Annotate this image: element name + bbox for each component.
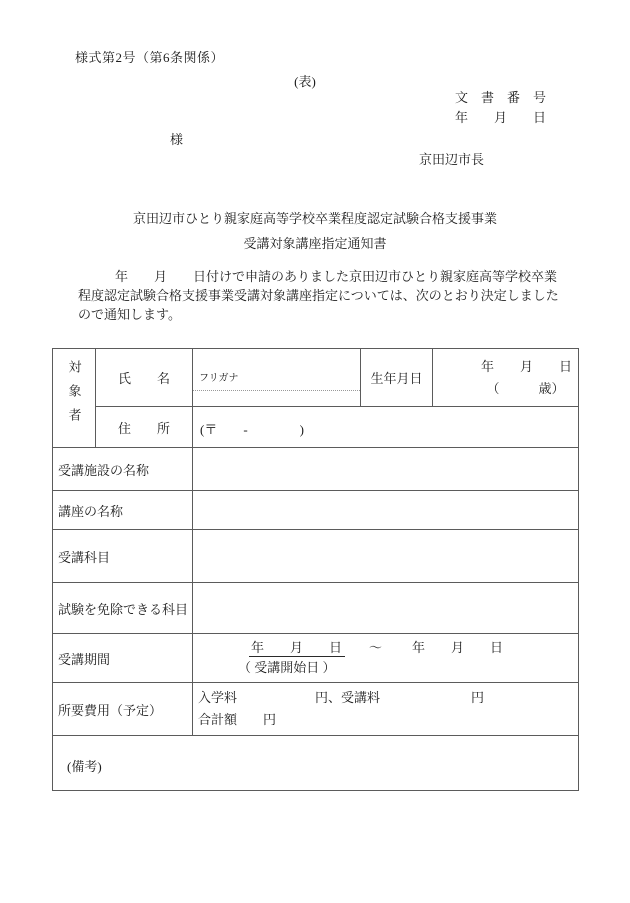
cost-line-2: 合計額 円 — [198, 712, 277, 727]
row-facility — [53, 448, 579, 491]
cost-line-1: 入学料 円、受講料 円 — [198, 690, 485, 705]
period-label-cell: 受講期間 — [53, 634, 193, 683]
side-label: (表) — [294, 74, 316, 89]
row-period — [53, 634, 579, 683]
form-table — [52, 348, 579, 791]
row-course — [53, 491, 579, 530]
period-start-date: 年 月 日 — [249, 640, 345, 657]
birthdate-value-line1: 年 月 日 — [480, 358, 572, 374]
subject-group-label: 対象者 — [66, 360, 82, 432]
subjects-input-cell — [193, 530, 579, 583]
form-number: 様式第2号（第6条関係） — [75, 50, 225, 65]
course-label-cell: 講座の名称 — [53, 491, 193, 530]
postal-code-placeholder: (〒 - ) — [200, 422, 304, 437]
row-cost — [53, 683, 579, 736]
title-line-1: 京田辺市ひとり親家庭高等学校卒業程度認定試験合格支援事業 — [132, 211, 497, 226]
row-address — [53, 407, 579, 448]
name-label-cell: 氏 名 — [96, 349, 193, 407]
row-exempt-subjects — [53, 583, 579, 634]
period-end-date: 年 月 日 — [412, 640, 504, 655]
row-subjects — [53, 530, 579, 583]
facility-label-cell: 受講施設の名称 — [53, 448, 193, 491]
birthdate-age-line: （ 歳） — [486, 380, 565, 396]
period-date-line — [193, 638, 578, 658]
course-input-cell — [193, 491, 579, 530]
body-line-3: ので通知します。 — [78, 307, 181, 322]
sender-name: 京田辺市長 — [419, 152, 485, 167]
subjects-label-cell: 受講科目 — [53, 530, 193, 583]
facility-input-cell — [193, 448, 579, 491]
name-input-cell — [193, 349, 361, 407]
cost-label-cell: 所要費用（予定） — [53, 683, 193, 736]
cost-value-cell — [193, 683, 579, 736]
doc-date-line: 年 月 日 — [454, 110, 546, 125]
exempt-label-cell: 試験を免除できる科目 — [53, 583, 193, 634]
exempt-input-cell — [193, 583, 579, 634]
recipient-honorific: 様 — [170, 132, 184, 147]
period-start-note: （ 受講開始日 ） — [238, 660, 336, 675]
body-paragraph — [78, 267, 559, 324]
furigana-label: フリガナ — [193, 364, 360, 391]
title-line-2: 受講対象講座指定通知書 — [243, 235, 387, 251]
document-meta — [455, 88, 546, 128]
remarks-label: (備考) — [67, 759, 102, 774]
period-value-cell — [193, 634, 579, 683]
birthdate-value-cell — [433, 349, 579, 407]
remarks-cell — [53, 736, 579, 791]
document-title — [0, 207, 630, 256]
subject-group-cell — [53, 349, 96, 448]
body-line-1: 年 月 日付けで申請のありました京田辺市ひとり親家庭高等学校卒業 — [115, 269, 558, 284]
doc-number-line: 文 書 番 号 — [454, 90, 546, 105]
address-input-cell — [193, 407, 579, 448]
period-separator: ～ — [369, 640, 383, 655]
birthdate-label-cell: 生年月日 — [361, 349, 433, 407]
body-line-2: 程度認定試験合格支援事業受講対象講座指定については、次のとおり決定しました — [78, 288, 559, 303]
address-label-cell: 住 所 — [96, 407, 193, 448]
row-name — [53, 349, 579, 407]
row-remarks — [53, 736, 579, 791]
